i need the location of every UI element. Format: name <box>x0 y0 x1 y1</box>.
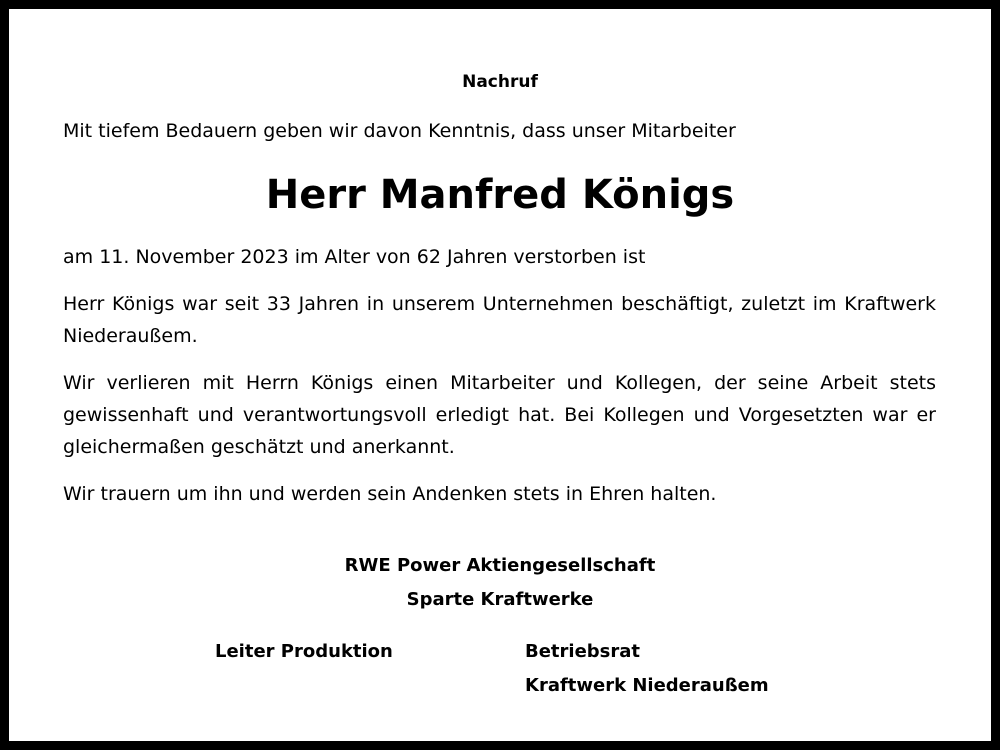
company-name: RWE Power Aktiengesellschaft <box>344 555 656 576</box>
notice-heading: Nachruf <box>462 72 538 92</box>
obituary-notice <box>9 9 991 741</box>
company-division: Sparte Kraftwerke <box>406 589 594 610</box>
signatory-production-lead: Leiter Produktion <box>215 641 393 662</box>
mourning-paragraph: Wir trauern um ihn und werden sein Andenken stets in Ehren halten. <box>63 483 717 505</box>
tribute-paragraph: Wir verlieren mit Herrn Königs einen Mitarbeiter und Kollegen, der seine Arbeit stets gewissenhaft und verantwortungsvoll erledigt hat. Bei Kollegen und Vorgesetzten war er gleichermaßen geschätzt und anerkannt. <box>63 372 936 458</box>
intro-text: Mit tiefem Bedauern geben wir davon Kenntnis, dass unser Mitarbeiter <box>63 120 736 142</box>
death-date-text: am 11. November 2023 im Alter von 62 Jahren verstorben ist <box>63 246 646 268</box>
employment-paragraph: Herr Königs war seit 33 Jahren in unserem Unternehmen beschäftigt, zuletzt im Kraftwerk Niederaußem. <box>63 293 936 347</box>
deceased-name: Herr Manfred Königs <box>265 172 735 218</box>
signatory-works-council-site: Kraftwerk Niederaußem <box>525 675 769 696</box>
signatory-works-council: Betriebsrat <box>525 641 641 662</box>
